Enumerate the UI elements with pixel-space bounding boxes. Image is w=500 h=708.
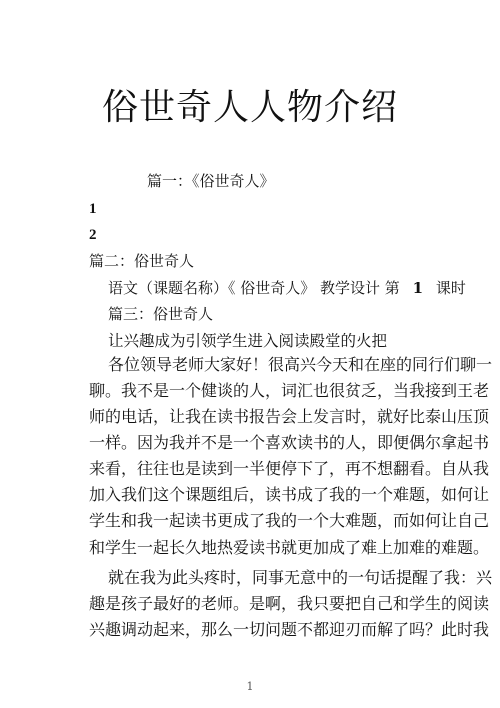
section-heading-2: 篇二：俗世奇人 — [89, 252, 195, 270]
body-line-10: 趣是孩子最好的老师。是啊，我只要把自己和学生的阅读 — [89, 594, 490, 613]
lesson-number: 1 — [412, 279, 424, 297]
number-1: 1 — [89, 201, 97, 217]
course-title-line — [108, 278, 466, 298]
number-2: 2 — [89, 227, 97, 243]
body-line-1: 各位领导老师大家好！很高兴今天和在座的同行们聊一 — [108, 355, 493, 374]
body-line-11: 兴趣调动起来，那么一切问题不都迎刃而解了吗？此时我 — [89, 620, 490, 639]
course-title-suffix: 课时 — [435, 279, 466, 297]
body-line-7: 学生和我一起读书更成了我的一个大难题，而如何让自己 — [89, 511, 490, 530]
body-line-4: 一样。因为我并不是一个喜欢读书的人，即便偶尔拿起书 — [89, 433, 490, 452]
body-line-2: 聊。我不是一个健谈的人，词汇也很贫乏，当我接到王老 — [89, 381, 490, 400]
body-line-5: 来看，往往也是读到一半便停下了，再不想翻看。自从我 — [89, 459, 490, 478]
page-number: 1 — [246, 680, 254, 693]
body-line-6: 加入我们这个课题组后，读书成了我的一个难题，如何让 — [89, 485, 490, 504]
subheading: 让兴趣成为引领学生进入阅读殿堂的火把 — [108, 332, 388, 350]
body-line-9: 就在我为此头疼时，同事无意中的一句话提醒了我：兴 — [108, 568, 493, 587]
body-line-3: 师的电话，让我在读书报告会上发言时，就好比泰山压顶 — [89, 407, 490, 426]
section-heading-3: 篇三：俗世奇人 — [108, 305, 214, 323]
section-heading-1: 篇一：《俗世奇人》 — [147, 172, 275, 190]
course-title-prefix: 语文（课题名称）《 俗世奇人》 教学设计 第 — [108, 279, 400, 297]
body-line-8: 和学生一起长久地热爱读书就更加成了难上加难的难题。 — [89, 538, 490, 557]
page-title: 俗世奇人人物介绍 — [101, 87, 398, 128]
